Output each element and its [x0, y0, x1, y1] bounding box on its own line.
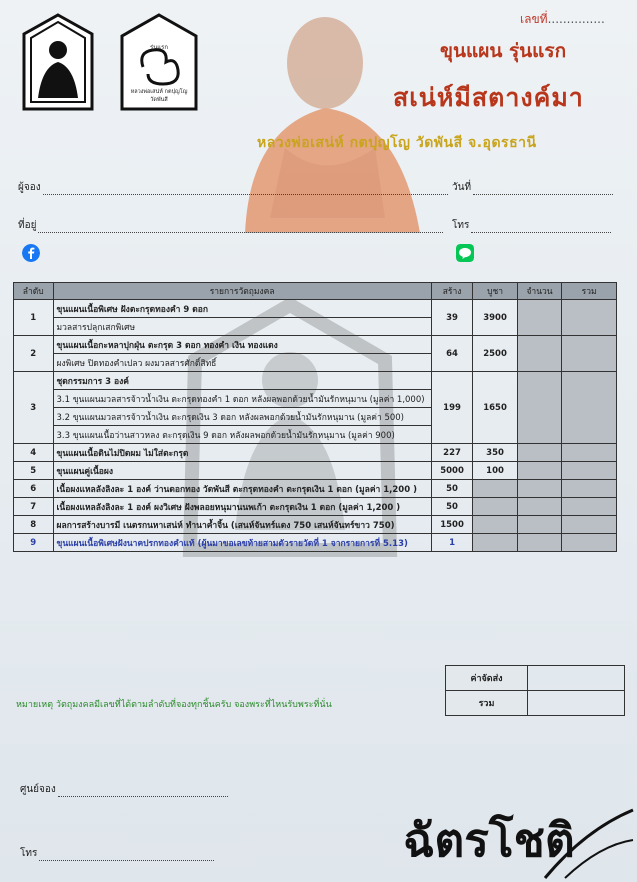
row-item: เนื้อผงแหลลังลิงละ 1 องค์ ว่านดอกทอง วัดพันสี ตะกรุดทองคำ ตะกรุดเงิน 1 ดอก (มูลค่า 1,200 ) [53, 480, 431, 498]
row-item: ผลการสร้างบารมี เนตรกนหาเสน่ห์ ทำนาค้ำจิ้น (เสนห์จันทร์แดง 750 เสนห์จันทร์ขาว 750) [53, 516, 431, 534]
row-price: 350 [473, 444, 517, 462]
brand-logo [395, 790, 635, 882]
row-created: 199 [431, 372, 473, 444]
remark-note: หมายเหตุ วัตถุมงคลมีเลขที่ได้ตามลำดับที่จองทุกชิ้นครับ จองพระที่ไหนรับพระที่นั่น [16, 700, 332, 710]
buddha-logo-icon [20, 12, 96, 112]
row-sum[interactable] [562, 480, 617, 498]
date-label: วันที่ [452, 182, 472, 193]
row-created: 5000 [431, 462, 473, 480]
row-price: 3900 [473, 300, 517, 336]
table-row [14, 462, 617, 480]
row-sum[interactable] [562, 498, 617, 516]
row-created: 1500 [431, 516, 473, 534]
orderer-label: ผู้จอง [18, 182, 41, 193]
row-sub-item: 3.2 ขุนแผนมวลสารจ้าวน้ำเงิน ตะกรุดเงิน 3 ดอก หลังผลพอกด้วยน้ำมันรักหนุมาน (มูลค่า 500) [53, 408, 431, 426]
orderer-field[interactable] [18, 180, 448, 195]
monk-photo [225, 8, 435, 233]
row-amount[interactable] [517, 534, 562, 552]
row-sub-item: ผงพิเศษ ปิดทองคำเปลว ผงมวลสารศักดิ์สิทธิ์ [53, 354, 431, 372]
row-sum[interactable] [562, 516, 617, 534]
title-monk-temple: หลวงพ่อเสน่ห์ กตปุญโญ วัดพันสี จ.อุดรธานี [257, 135, 537, 151]
row-price: 100 [473, 462, 517, 480]
collector-field[interactable] [20, 782, 228, 797]
row-sum[interactable] [562, 534, 617, 552]
row-price: 1650 [473, 372, 517, 444]
shipping-value-cell[interactable] [528, 666, 625, 691]
row-sum[interactable] [562, 372, 617, 444]
footer-phone-line[interactable] [39, 850, 214, 861]
row-price [473, 498, 517, 516]
row-item: เนื้อผงแหลลังลิงละ 1 องค์ ผงวิเศษ ฝังพลอยหนุมานนพเก้า ตะกรุดเงิน 1 ดอก (มูลค่า 1,200 ) [53, 498, 431, 516]
table-row [14, 336, 617, 354]
row-amount[interactable] [517, 372, 562, 444]
address-label: ที่อยู่ [18, 220, 37, 231]
table-row [14, 516, 617, 534]
row-amount[interactable] [517, 516, 562, 534]
row-sum[interactable] [562, 300, 617, 336]
title-edition: ขุนแผน รุ่นแรก [440, 40, 567, 62]
row-created: 227 [431, 444, 473, 462]
collector-label: ศูนย์จอง [20, 784, 56, 795]
address-line[interactable] [38, 222, 443, 233]
row-price [473, 516, 517, 534]
table-row [14, 498, 617, 516]
row-sub-item: มวลสารปลุกเสกพิเศษ [53, 318, 431, 336]
footer-phone-label: โทร [20, 848, 38, 859]
orderer-line[interactable] [43, 184, 448, 195]
row-created: 39 [431, 300, 473, 336]
table-row [14, 480, 617, 498]
row-sum[interactable] [562, 444, 617, 462]
row-amount[interactable] [517, 300, 562, 336]
row-number: 9 [14, 534, 54, 552]
row-number: 8 [14, 516, 54, 534]
row-price [473, 534, 517, 552]
row-created: 64 [431, 336, 473, 372]
header-price: บูชา [473, 283, 517, 300]
row-item: ขุนแผนเนื้อดินไม่ปิดผม ไม่ใส่ตะกรุด [53, 444, 431, 462]
brand-text: ฉัตรโชติ [403, 813, 575, 867]
table-header-row [14, 283, 617, 300]
phone-label: โทร [452, 220, 470, 231]
row-sum[interactable] [562, 462, 617, 480]
row-created: 1 [431, 534, 473, 552]
emblem-bottom-text-1: หลวงพ่อเสน่ห์ กตปุญโญ [130, 89, 188, 95]
total-label: รวม [446, 691, 528, 716]
row-amount[interactable] [517, 498, 562, 516]
emblem-top-text: รุ่นแรก [149, 44, 169, 51]
line-icon[interactable] [456, 244, 474, 262]
order-table [13, 282, 617, 552]
row-number: 6 [14, 480, 54, 498]
order-body [14, 300, 617, 552]
header-amount: จำนวน [517, 283, 562, 300]
date-line[interactable] [473, 184, 613, 195]
row-item: ขุนแผนเนื้อพิเศษ ฝังตะกรุดทองคำ 9 ดอก [53, 300, 431, 318]
monk-emblem-logo [118, 12, 200, 112]
row-amount[interactable] [517, 444, 562, 462]
total-row [446, 691, 625, 716]
header-item: รายการวัตถุมงคล [53, 283, 431, 300]
row-number: 1 [14, 300, 54, 336]
emblem-bottom-text-2: วัดพันสี [150, 97, 168, 103]
totals-table [445, 665, 625, 716]
row-amount[interactable] [517, 462, 562, 480]
row-item: ชุดกรรมการ 3 องค์ [53, 372, 431, 390]
row-item: ขุนแผนเนื้อกะหลาปุกฝุ่น ตะกรุด 3 ดอก ทองคำ เงิน ทองแดง [53, 336, 431, 354]
row-price: 2500 [473, 336, 517, 372]
table-row [14, 300, 617, 318]
table-row [14, 534, 617, 552]
row-sub-item: 3.3 ขุนแผนเนื้อว่านสาวหลง ตะกรุดเงิน 9 ดอก หลังผลพอกด้วยน้ำมันรักหนุมาน (มูลค่า 900) [53, 426, 431, 444]
phone-line[interactable] [471, 222, 611, 233]
row-item: ขุนแผนเนื้อพิเศษฝังนาคปรกทองคำแท้ (ผู้นมาขอเลขท้ายสามตัวรายวัดที่ 1 จากรายการที่ 5.13) [53, 534, 431, 552]
phone-field[interactable] [452, 218, 611, 233]
row-item: ขุนแผนคู่เนื้อผง [53, 462, 431, 480]
header-no: ลำดับ [14, 283, 54, 300]
row-number: 4 [14, 444, 54, 462]
total-value-cell[interactable] [528, 691, 625, 716]
shipping-label: ค่าจัดส่ง [446, 666, 528, 691]
table-row [14, 444, 617, 462]
row-amount[interactable] [517, 480, 562, 498]
row-created: 50 [431, 498, 473, 516]
date-field[interactable] [452, 180, 613, 195]
document-number [520, 10, 605, 29]
row-number: 2 [14, 336, 54, 372]
row-price [473, 480, 517, 498]
address-field[interactable] [18, 218, 443, 233]
row-number: 7 [14, 498, 54, 516]
row-amount[interactable] [517, 336, 562, 372]
doc-no-label: เลขที่ [520, 12, 548, 26]
row-number: 3 [14, 372, 54, 444]
table-row [14, 372, 617, 390]
facebook-icon[interactable] [22, 244, 40, 262]
footer-phone-field[interactable] [20, 846, 214, 861]
doc-no-dots: ............... [547, 12, 605, 26]
row-created: 50 [431, 480, 473, 498]
header-sum: รวม [562, 283, 617, 300]
row-sum[interactable] [562, 336, 617, 372]
row-sub-item: 3.1 ขุนแผนมวลสารจ้าวน้ำเงิน ตะกรุดทองคำ 1 ดอก หลังผลพอกด้วยน้ำมันรักหนุมาน (มูลค่า 1,000) [53, 390, 431, 408]
shipping-row [446, 666, 625, 691]
title-main: สเน่ห์มีสตางค์มา [393, 83, 584, 112]
collector-line[interactable] [58, 786, 228, 797]
row-number: 5 [14, 462, 54, 480]
header-created: สร้าง [431, 283, 473, 300]
